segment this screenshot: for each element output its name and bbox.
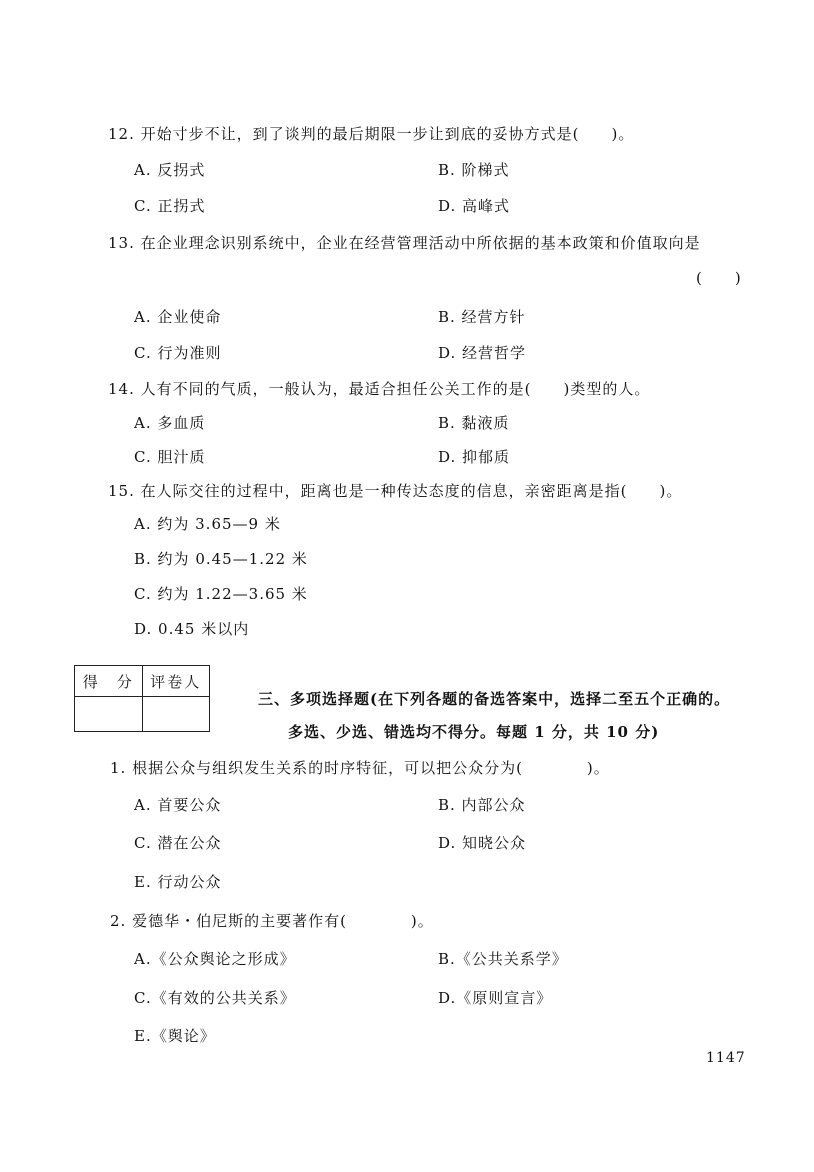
multi-question-2-option-d: D.《原则宣言》 bbox=[438, 989, 553, 1007]
multi-question-2-stem: 2. 爱德华・伯尼斯的主要著作有( )。 bbox=[110, 912, 434, 930]
section-3-instructions: 多选、少选、错选均不得分。每题 1 分，共 10 分) bbox=[288, 723, 660, 741]
question-15-option-a: A. 约为 3.65—9 米 bbox=[134, 515, 281, 533]
question-12-option-d: D. 高峰式 bbox=[438, 197, 511, 215]
question-14-option-b: B. 黏液质 bbox=[438, 414, 510, 432]
question-13-answer-bracket: ( ) bbox=[696, 269, 742, 287]
question-13-stem: 13. 在企业理念识别系统中，企业在经营管理活动中所依据的基本政策和价值取向是 bbox=[108, 234, 701, 252]
grader-cell bbox=[142, 697, 210, 732]
multi-question-2-option-a: A.《公众舆论之形成》 bbox=[134, 950, 296, 968]
multi-question-1-option-a: A. 首要公众 bbox=[134, 796, 222, 814]
question-14-option-a: A. 多血质 bbox=[134, 414, 206, 432]
score-box bbox=[74, 665, 210, 732]
question-13-option-b: B. 经营方针 bbox=[438, 308, 526, 326]
multi-question-1-option-c: C. 潜在公众 bbox=[134, 834, 222, 852]
multi-question-1-option-b: B. 内部公众 bbox=[438, 796, 526, 814]
question-15-option-d: D. 0.45 米以内 bbox=[134, 620, 250, 638]
question-12-stem: 12. 开始寸步不让，到了谈判的最后期限一步让到底的妥协方式是( )。 bbox=[108, 125, 635, 143]
question-15-option-b: B. 约为 0.45—1.22 米 bbox=[134, 550, 308, 568]
question-13-option-a: A. 企业使命 bbox=[134, 308, 222, 326]
question-13-option-d: D. 经营哲学 bbox=[438, 344, 527, 362]
question-14-stem: 14. 人有不同的气质，一般认为，最适合担任公关工作的是( )类型的人。 bbox=[108, 380, 651, 398]
multi-question-2-option-b: B.《公共关系学》 bbox=[438, 950, 568, 968]
question-14-option-c: C. 胆汁质 bbox=[134, 448, 206, 466]
multi-question-1-option-d: D. 知晓公众 bbox=[438, 834, 527, 852]
question-12-option-c: C. 正拐式 bbox=[134, 197, 206, 215]
multi-question-1-option-e: E. 行动公众 bbox=[134, 873, 222, 891]
page-number: 1147 bbox=[706, 1050, 746, 1066]
question-14-option-d: D. 抑郁质 bbox=[438, 448, 511, 466]
grader-label: 评卷人 bbox=[142, 666, 210, 697]
question-13-option-c: C. 行为准则 bbox=[134, 344, 222, 362]
question-15-option-c: C. 约为 1.22—3.65 米 bbox=[134, 585, 308, 603]
multi-question-1-stem: 1. 根据公众与组织发生关系的时序特征，可以把公众分为( )。 bbox=[110, 759, 610, 777]
question-12-option-a: A. 反拐式 bbox=[134, 161, 206, 179]
question-15-stem: 15. 在人际交往的过程中，距离也是一种传达态度的信息，亲密距离是指( )。 bbox=[108, 482, 683, 500]
section-3-title: 三、多项选择题(在下列各题的备选答案中，选择二至五个正确的。 bbox=[258, 690, 731, 708]
multi-question-2-option-e: E.《舆论》 bbox=[134, 1027, 216, 1045]
score-label: 得 分 bbox=[75, 666, 143, 697]
score-cell bbox=[75, 697, 143, 732]
question-12-option-b: B. 阶梯式 bbox=[438, 161, 510, 179]
multi-question-2-option-c: C.《有效的公共关系》 bbox=[134, 989, 296, 1007]
